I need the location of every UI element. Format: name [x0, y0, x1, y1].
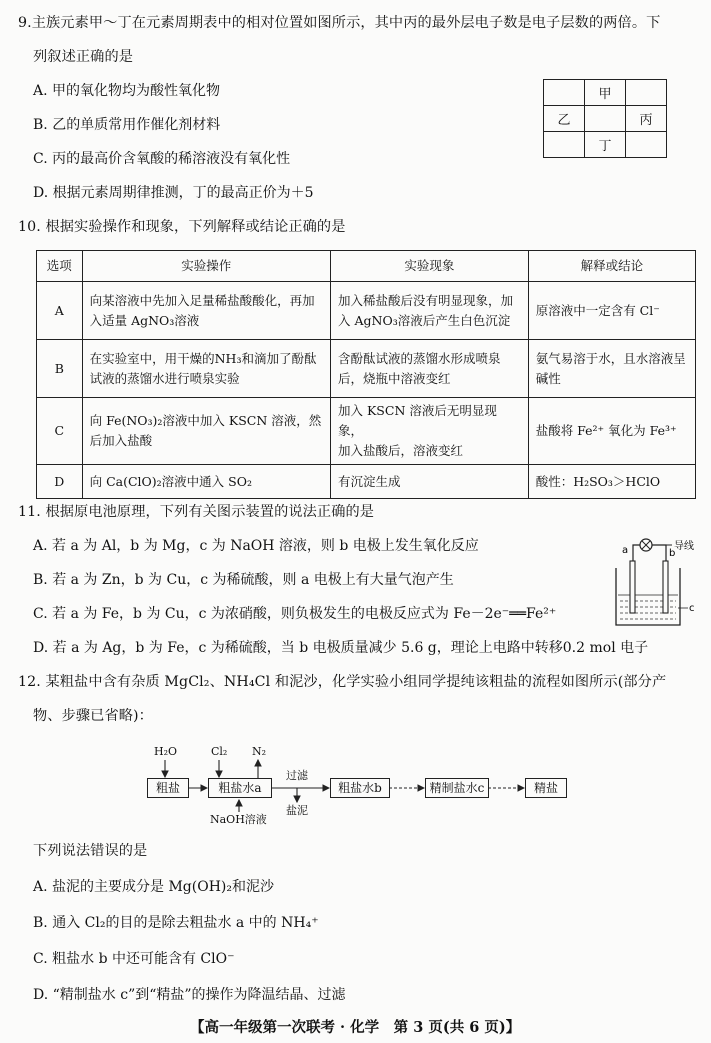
q12-stem-line2: 物、步骤已省略)： — [33, 708, 153, 724]
label-cl2: Cl₂ — [211, 745, 228, 758]
conclusion-line: 盐酸将 Fe²⁺ 氧化为 Fe³⁺ — [535, 423, 677, 438]
table-row — [37, 340, 696, 398]
flow-arrows — [140, 740, 580, 830]
flow-box-refined-brine-c: 精制盐水c — [425, 778, 489, 798]
header-operation: 实验操作 — [82, 251, 330, 282]
operation-line: 向某溶液中先加入足量稀盐酸酸化，再加 — [89, 292, 315, 308]
page-footer: 【高一年级第一次联考 · 化学 第 3 页(共 6 页)】 — [190, 1019, 521, 1036]
conclusion-line: 氨气易溶于水，且水溶液呈 — [535, 350, 686, 366]
header-phenomenon: 实验现象 — [331, 251, 529, 282]
q9-stem-line1: 9.主族元素甲～丁在元素周期表中的相对位置如图所示，其中丙的最外层电子数是电子层数的两倍。下 — [18, 15, 661, 31]
row-option: C — [37, 398, 83, 465]
phenomenon-line: 含酚酞试液的蒸馏水形成喷泉 — [338, 350, 501, 366]
operation-line: 在实验室中，用干燥的NH₃和滴加了酚酞 — [89, 350, 317, 366]
phenomenon-line: 后，烧瓶中溶液变红 — [338, 370, 451, 386]
q9-option-c: C. 丙的最高价含氧酸的稀溶液没有氧化性 — [33, 151, 291, 167]
q9-option-b: B. 乙的单质常用作催化剂材料 — [33, 117, 221, 133]
q9-stem-line2: 列叙述正确的是 — [33, 49, 134, 65]
galvanic-cell-figure — [608, 533, 703, 631]
row-option: A — [37, 282, 83, 340]
header-option: 选项 — [37, 251, 83, 282]
q12-option-d: D. “精制盐水 c”到“精盐”的操作为降温结晶、过滤 — [33, 987, 346, 1003]
operation-line: 入适量 AgNO₃溶液 — [89, 312, 200, 328]
q11-option-a: A. 若 a 为 Al，b 为 Mg，c 为 NaOH 溶液，则 b 电极上发生氧化反应 — [33, 538, 479, 554]
label-mud: 盐泥 — [286, 804, 308, 817]
phenomenon-line: 有沉淀生成 — [338, 473, 401, 489]
label-wire: 导线 — [674, 541, 694, 552]
cell-ding: 丁 — [585, 132, 626, 158]
conclusion-line: 碱性 — [535, 370, 561, 386]
label-naoh: NaOH溶液 — [210, 813, 267, 826]
q9-option-a: A. 甲的氧化物均为酸性氧化物 — [33, 83, 221, 99]
header-conclusion: 解释或结论 — [528, 251, 695, 282]
operation-line: 向 Ca(ClO)₂溶液中通入 SO₂ — [89, 473, 252, 489]
experiment-table — [36, 250, 696, 499]
phenomenon-line: 加入稀盐酸后没有明显现象，加 — [338, 292, 514, 308]
table-row — [37, 465, 696, 499]
q11-option-c: C. 若 a 为 Fe，b 为 Cu，c 为浓硝酸，则负极发生的电极反应式为 Fe－2e⁻══Fe²⁺ — [33, 606, 557, 622]
label-filter: 过滤 — [286, 769, 308, 782]
operation-line: 后加入盐酸 — [89, 433, 153, 448]
phenomenon-line: 入 AgNO₃溶液后产生白色沉淀 — [338, 312, 511, 328]
cell-bing: 丙 — [626, 106, 667, 132]
table-row — [37, 282, 696, 340]
q12-option-c: C. 粗盐水 b 中还可能含有 ClO⁻ — [33, 951, 235, 967]
operation-line: 向 Fe(NO₃)₂溶液中加入 KSCN 溶液，然 — [89, 413, 322, 428]
q11-stem: 11. 根据原电池原理，下列有关图示装置的说法正确的是 — [18, 504, 375, 520]
phenomenon-line: 加入 KSCN 溶液后无明显现象， — [338, 403, 497, 438]
q12-ask: 下列说法错误的是 — [33, 843, 148, 859]
label-a: a — [622, 545, 629, 556]
conclusion-line: 酸性：H₂SO₃＞HClO — [535, 473, 661, 489]
cell-jia: 甲 — [585, 80, 626, 106]
q10-stem: 10. 根据实验操作和现象，下列解释或结论正确的是 — [18, 219, 346, 235]
q12-option-b: B. 通入 Cl₂的目的是除去粗盐水 a 中的 NH₄⁺ — [33, 915, 319, 931]
label-h2o: H₂O — [154, 745, 178, 758]
q12-stem-line1: 12. 某粗盐中含有杂质 MgCl₂、NH₄Cl 和泥沙，化学实验小组同学提纯该粗盐的流程如图所示(部分产 — [18, 674, 667, 690]
q11-option-d: D. 若 a 为 Ag，b 为 Fe，c 为稀硫酸，当 b 电极质量减少 5.6 g，理论上电路中转移0.2 mol 电子 — [33, 640, 649, 656]
flow-box-refined-salt: 精盐 — [525, 778, 567, 798]
flow-box-brine-b: 粗盐水b — [330, 778, 390, 798]
q12-option-a: A. 盐泥的主要成分是 Mg(OH)₂和泥沙 — [33, 879, 274, 895]
row-option: D — [37, 465, 83, 499]
row-option: B — [37, 340, 83, 398]
cell-yi: 乙 — [544, 106, 585, 132]
operation-line: 试液的蒸馏水进行喷泉实验 — [89, 370, 240, 386]
phenomenon-line: 加入盐酸后，溶液变红 — [338, 443, 464, 458]
q9-option-d: D. 根据元素周期律推测，丁的最高正价为＋5 — [33, 185, 314, 201]
conclusion-line: 原溶液中一定含有 Cl⁻ — [535, 302, 660, 318]
label-b: b — [669, 548, 676, 559]
flow-box-brine-a: 粗盐水a — [208, 778, 272, 798]
table-row — [37, 398, 696, 465]
label-c: c — [689, 603, 695, 614]
table-header-row — [37, 251, 696, 282]
periodic-position-grid — [543, 79, 667, 158]
label-n2: N₂ — [252, 745, 267, 758]
flow-box-crude-salt: 粗盐 — [147, 778, 189, 798]
q11-option-b: B. 若 a 为 Zn，b 为 Cu，c 为稀硫酸，则 a 电极上有大量气泡产生 — [33, 572, 454, 588]
